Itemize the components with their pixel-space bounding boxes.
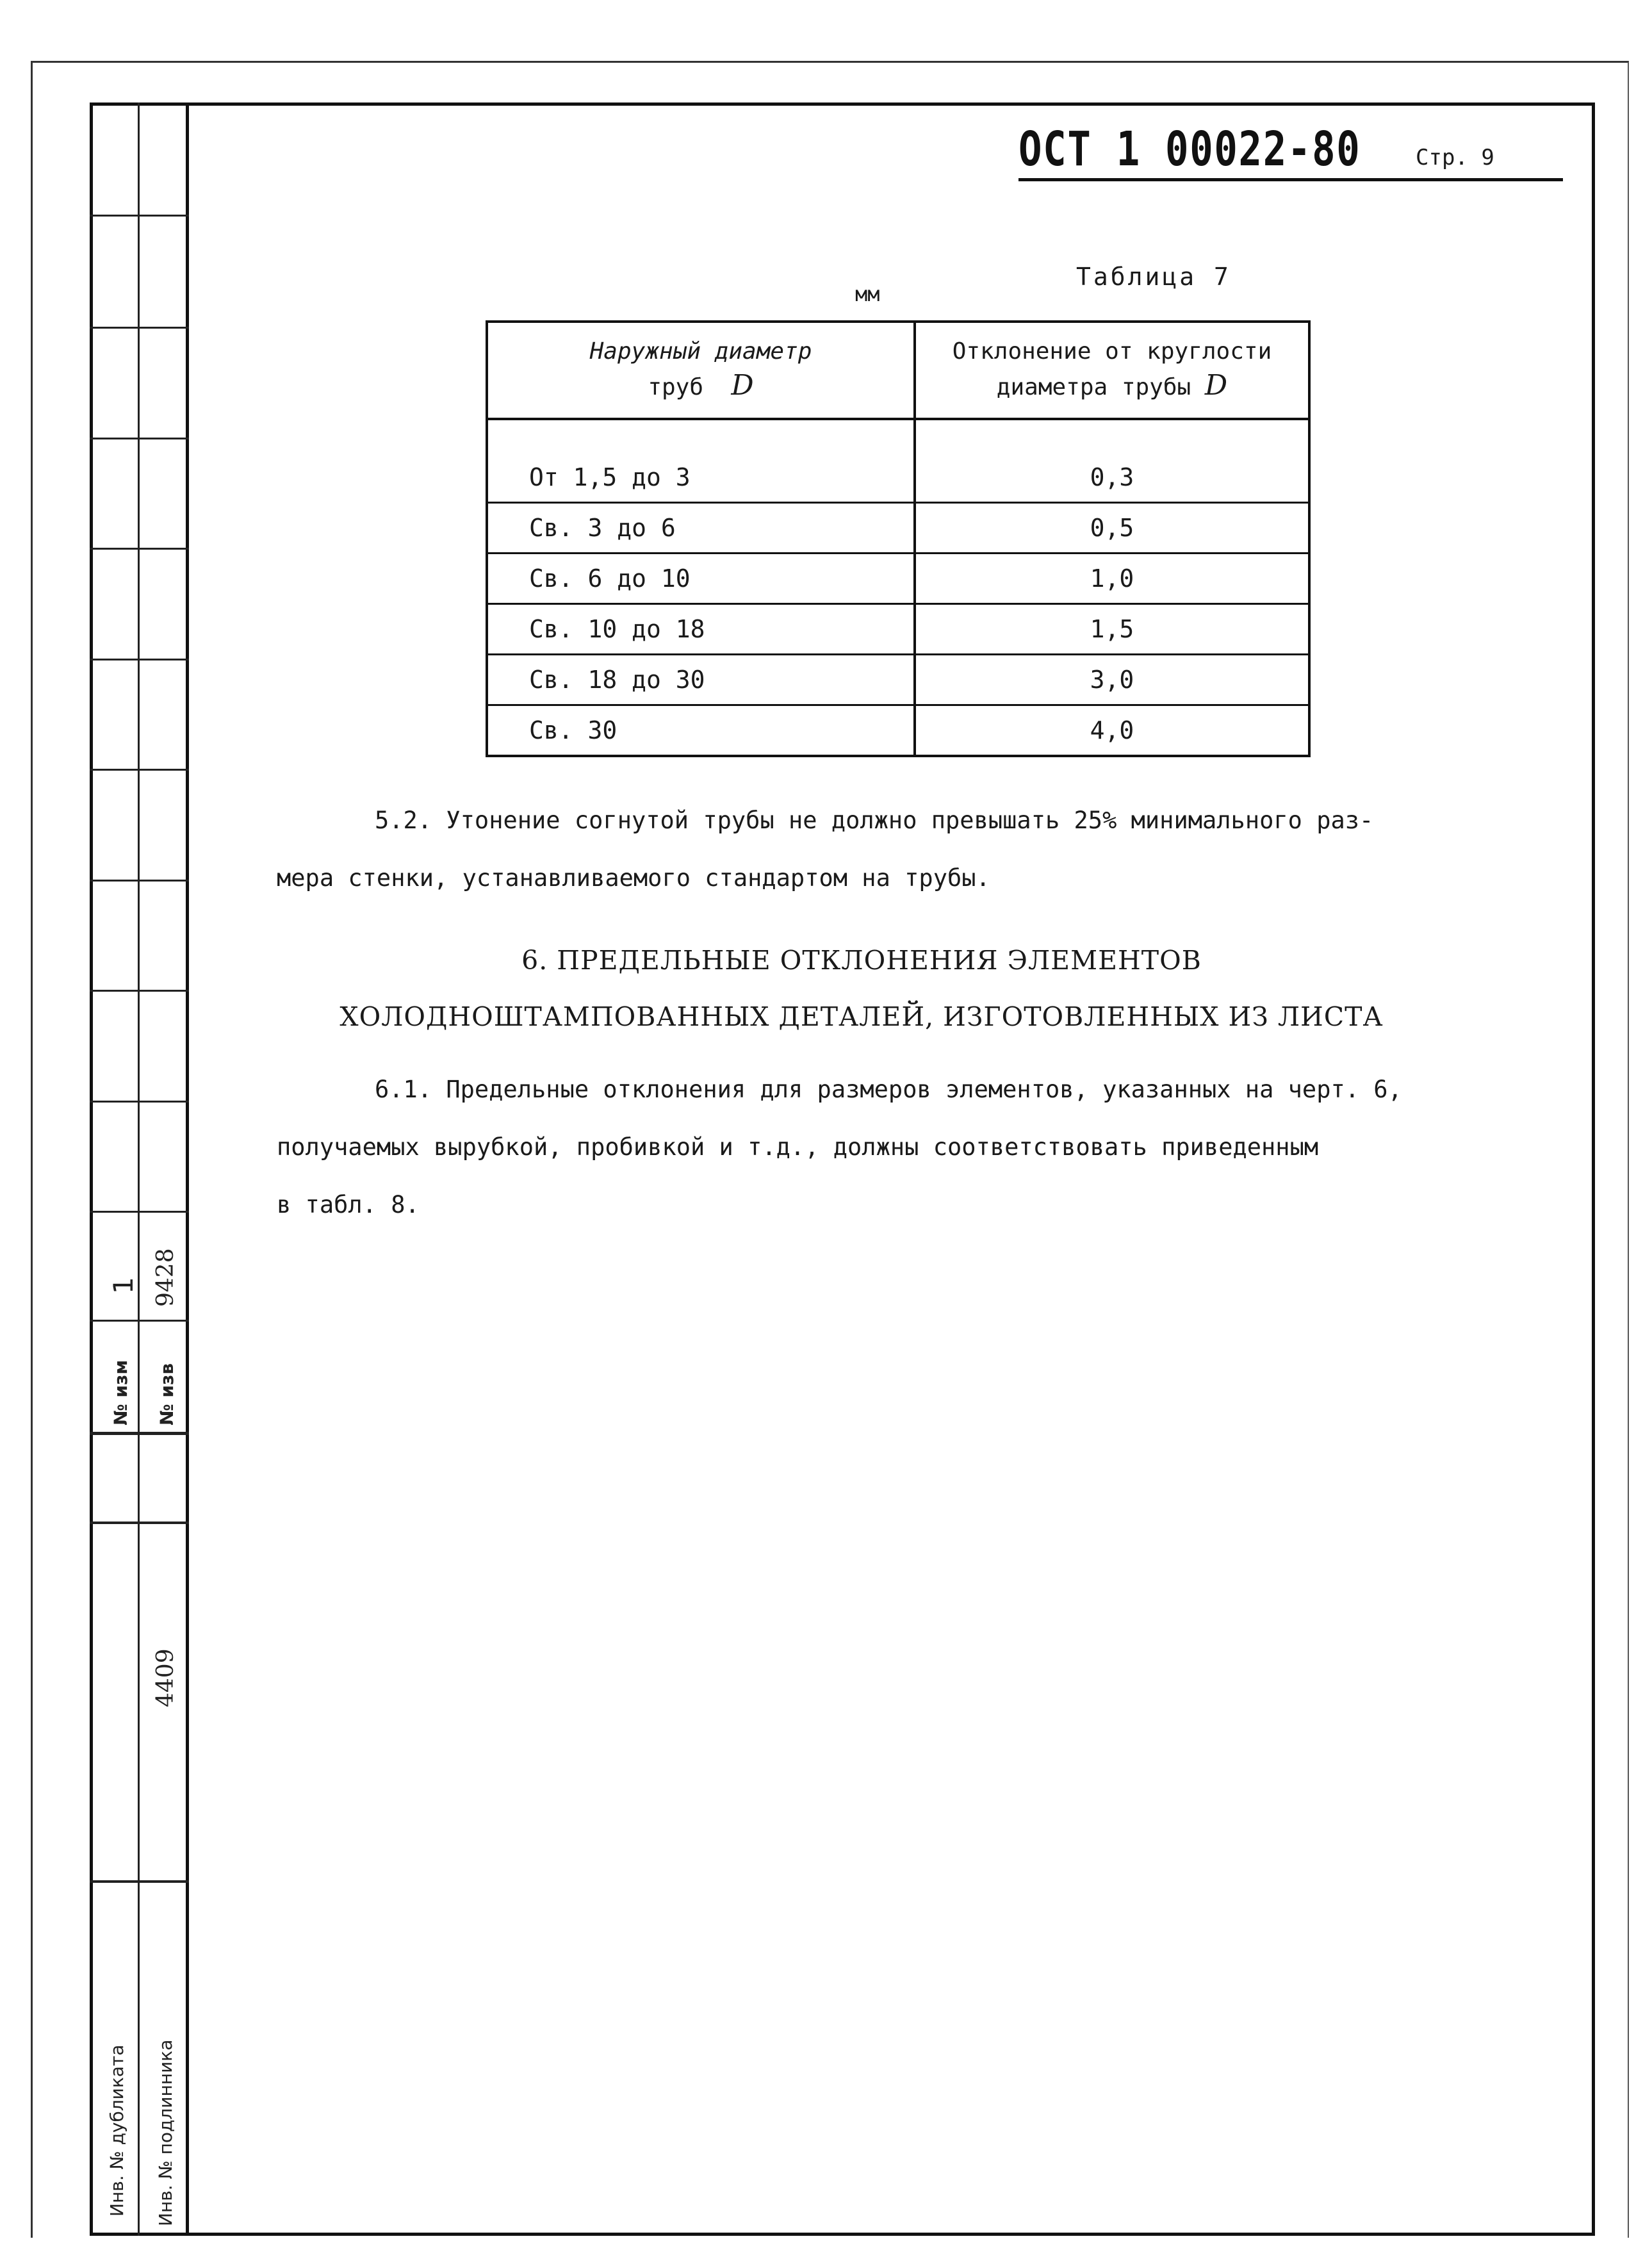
diameter-range-cell: От 1,5 до 3 [487, 419, 915, 503]
table-row [487, 705, 1309, 757]
revision-label: № изм [110, 1359, 131, 1425]
paragraph-6-1-line-3: в табл. 8. [277, 1191, 420, 1218]
strip-divider [90, 1432, 189, 1435]
section-6-heading-line-2: ХОЛОДНОШТАМПОВАННЫХ ДЕТАЛЕЙ, ИЗГОТОВЛЕННЫХ ИЗ ЛИСТА [339, 1001, 1384, 1032]
header-col1-line2: труб [648, 373, 704, 400]
side-strip-column-divider [138, 103, 140, 2236]
deviation-value-cell: 4,0 [915, 705, 1309, 757]
strip-divider [90, 880, 189, 882]
paragraph-6-1-line-2: получаемых вырубкой, пробивкой и т.д., должны соответствовать приведенным [277, 1133, 1319, 1161]
section-6-heading-line-1: 6. ПРЕДЕЛЬНЫЕ ОТКЛОНЕНИЯ ЭЛЕМЕНТОВ [521, 945, 1202, 976]
header-col2-line2: диаметра трубы [996, 373, 1191, 400]
deviation-value-cell: 0,5 [915, 503, 1309, 554]
diameter-range-cell: Св. 6 до 10 [487, 554, 915, 604]
deviation-value-cell: 1,0 [915, 554, 1309, 604]
diameter-range-cell: Св. 30 [487, 705, 915, 757]
frame-inner-left-line [186, 103, 189, 2236]
duplicate-inventory-label: Инв. № дубликата [106, 2044, 127, 2217]
strip-divider [90, 1211, 189, 1213]
diameter-range-cell: Св. 18 до 30 [487, 655, 915, 705]
strip-divider [90, 1320, 189, 1322]
header-roundness-deviation [915, 322, 1309, 419]
deviation-value-cell: 3,0 [915, 655, 1309, 705]
strip-divider [90, 1522, 189, 1524]
table-row [487, 554, 1309, 604]
table-row [487, 604, 1309, 655]
table-row [487, 503, 1309, 554]
strip-divider [90, 548, 189, 550]
strip-divider [90, 769, 189, 771]
page-number: Стр. 9 [1416, 145, 1494, 170]
strip-divider [90, 659, 189, 660]
header-col2-line1: Отклонение от круглости [952, 338, 1272, 365]
notice-number-label: № изв [156, 1363, 177, 1425]
paragraph-6-1-line-1: 6.1. Предельные отклонения для размеров элементов, указанных на черт. 6, [375, 1076, 1402, 1103]
strip-divider [90, 215, 189, 217]
strip-divider [90, 327, 189, 329]
diameter-range-cell: Св. 3 до 6 [487, 503, 915, 554]
paragraph-5-2-line-1: 5.2. Утонение согнутой трубы не должно превышать 25% минимального раз- [375, 807, 1374, 834]
table-row [487, 419, 1309, 503]
table-7 [486, 320, 1311, 757]
paragraph-5-2-line-2: мера стенки, устанавливаемого стандартом на трубы. [277, 864, 990, 892]
original-inventory-value: 4409 [152, 1648, 179, 1707]
original-inventory-label: Инв. № подлинника [155, 2039, 176, 2226]
revision-value: 1 [108, 1277, 139, 1294]
strip-divider [90, 990, 189, 992]
diameter-range-cell: Св. 10 до 18 [487, 604, 915, 655]
table-header-row [487, 322, 1309, 419]
header-outer-diameter [487, 322, 915, 419]
document-number: ОСТ 1 00022-80 [1018, 122, 1361, 177]
strip-divider [90, 438, 189, 439]
table-row [487, 655, 1309, 705]
strip-divider [90, 1880, 189, 1883]
diameter-symbol: D [731, 368, 754, 402]
diameter-symbol: D [1204, 368, 1228, 402]
deviation-value-cell: 1,5 [915, 604, 1309, 655]
header-underline [1018, 178, 1563, 181]
table-title: Таблица 7 [1076, 263, 1231, 291]
header-col1-line1: Наружный диаметр [589, 338, 812, 365]
table-units: мм [855, 282, 880, 306]
strip-divider [90, 1101, 189, 1103]
deviation-value-cell: 0,3 [915, 419, 1309, 503]
notice-number-value: 9428 [152, 1248, 179, 1307]
